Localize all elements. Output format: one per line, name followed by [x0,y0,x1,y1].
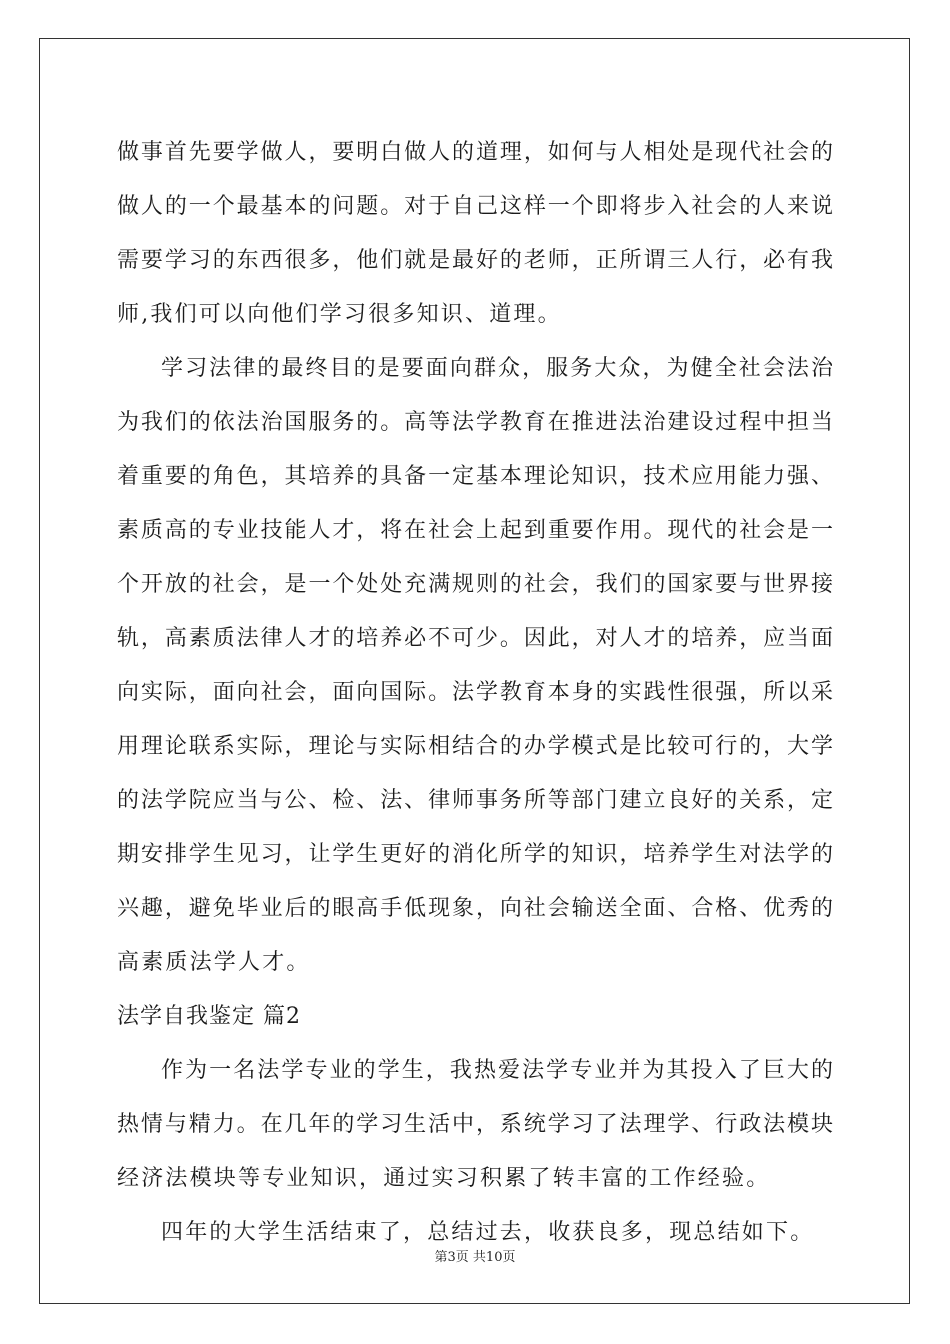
paragraph-line: 用理论联系实际，理论与实际相结合的办学模式是比较可行的，大学 [117,734,833,759]
paragraph-line: 作为一名法学专业的学生，我热爱法学专业并为其投入了巨大的 [161,1058,833,1083]
paragraph-line: 轨，高素质法律人才的培养必不可少。因此，对人才的培养，应当面 [117,626,833,651]
paragraph-line: 师,我们可以向他们学习很多知识、道理。 [117,302,562,327]
paragraph-line: 经济法模块等专业知识，通过实习积累了转丰富的工作经验。 [117,1166,771,1191]
paragraph-line: 着重要的角色，其培养的具备一定基本理论知识，技术应用能力强、 [117,464,833,489]
paragraph-line: 做人的一个最基本的问题。对于自己这样一个即将步入社会的人来说 [117,194,833,219]
paragraph-line: 做事首先要学做人，要明白做人的道理，如何与人相处是现代社会的 [117,140,833,165]
paragraph-line: 个开放的社会，是一个处处充满规则的社会，我们的国家要与世界接 [117,572,833,597]
paragraph-line: 素质高的专业技能人才，将在社会上起到重要作用。现代的社会是一 [117,518,833,543]
paragraph-line: 学习法律的最终目的是要面向群众，服务大众，为健全社会法治 [161,356,833,381]
paragraph-line: 的法学院应当与公、检、法、律师事务所等部门建立良好的关系，定 [117,788,833,813]
paragraph-line: 四年的大学生活结束了，总结过去，收获良多，现总结如下。 [161,1220,815,1245]
paragraph-line: 期安排学生见习，让学生更好的消化所学的知识，培养学生对法学的 [117,842,833,867]
paragraph-line: 热情与精力。在几年的学习生活中，系统学习了法理学、行政法模块 [117,1112,833,1137]
paragraph-line: 高素质法学人才。 [117,950,311,975]
page-number-footer: 第3页 共10页 [434,1250,516,1265]
paragraph-line: 需要学习的东西很多，他们就是最好的老师，正所谓三人行，必有我 [117,248,833,273]
section-heading: 法学自我鉴定 篇2 [117,1004,301,1029]
paragraph-line: 兴趣，避免毕业后的眼高手低现象，向社会输送全面、合格、优秀的 [117,896,833,921]
paragraph-line: 向实际，面向社会，面向国际。法学教育本身的实践性很强，所以采 [117,680,833,705]
paragraph-line: 为我们的依法治国服务的。高等法学教育在推进法治建设过程中担当 [117,410,833,435]
document-body [117,126,833,1260]
